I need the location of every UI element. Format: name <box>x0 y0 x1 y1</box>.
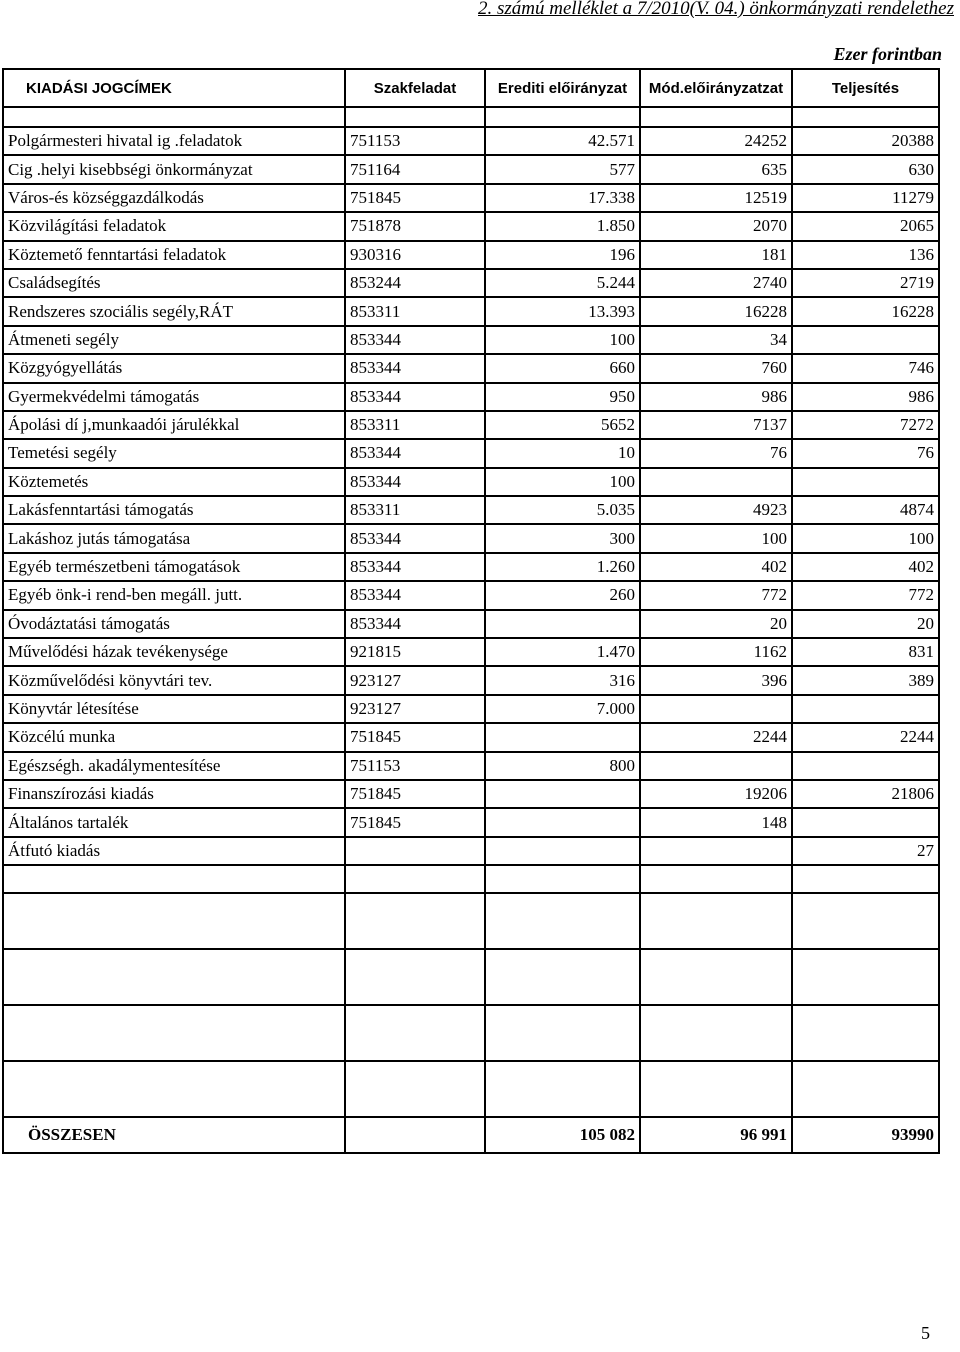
empty-row <box>3 1005 939 1061</box>
row-teljesites: 21806 <box>792 780 939 808</box>
table-row <box>3 581 939 609</box>
row-eredeti: 10 <box>485 439 640 467</box>
row-eredeti <box>485 808 640 836</box>
row-teljesites: 986 <box>792 383 939 411</box>
row-jogcim: Köztemetés <box>3 468 345 496</box>
table-row <box>3 524 939 552</box>
row-eredeti <box>485 780 640 808</box>
row-eredeti: 196 <box>485 241 640 269</box>
table-row <box>3 184 939 212</box>
row-teljesites <box>792 468 939 496</box>
row-teljesites <box>792 808 939 836</box>
row-szakfeladat: 853344 <box>345 439 485 467</box>
table-row <box>3 383 939 411</box>
row-teljesites: 16228 <box>792 297 939 325</box>
row-modositott: 12519 <box>640 184 792 212</box>
row-szakfeladat: 853344 <box>345 468 485 496</box>
col-header-teljesites: Teljesítés <box>792 69 939 107</box>
table-row <box>3 468 939 496</box>
row-teljesites: 20388 <box>792 127 939 155</box>
row-szakfeladat: 751164 <box>345 155 485 183</box>
row-eredeti <box>485 723 640 751</box>
row-eredeti: 5652 <box>485 411 640 439</box>
row-eredeti: 5.035 <box>485 496 640 524</box>
row-szakfeladat: 853344 <box>345 581 485 609</box>
row-jogcim: Családsegítés <box>3 269 345 297</box>
table-row <box>3 610 939 638</box>
row-szakfeladat: 853344 <box>345 354 485 382</box>
table-row <box>3 808 939 836</box>
row-modositott: 772 <box>640 581 792 609</box>
row-jogcim: Város-és községgazdálkodás <box>3 184 345 212</box>
spacer-row <box>3 107 939 127</box>
row-eredeti: 100 <box>485 468 640 496</box>
row-jogcim: Gyermekvédelmi támogatás <box>3 383 345 411</box>
total-eredeti: 105 082 <box>485 1117 640 1153</box>
unit-label: Ezer forintban <box>833 44 942 64</box>
row-jogcim: Közgyógyellátás <box>3 354 345 382</box>
row-modositott: 402 <box>640 553 792 581</box>
row-jogcim: Közművelődési könyvtári tev. <box>3 666 345 694</box>
row-jogcim: Rendszeres szociális segély,RÁT <box>3 297 345 325</box>
row-eredeti: 577 <box>485 155 640 183</box>
row-modositott: 181 <box>640 241 792 269</box>
row-eredeti: 950 <box>485 383 640 411</box>
table-row <box>3 638 939 666</box>
row-modositott: 396 <box>640 666 792 694</box>
row-eredeti: 1.850 <box>485 212 640 240</box>
col-header-eredeti: Erediti előirányzat <box>485 69 640 107</box>
row-eredeti: 5.244 <box>485 269 640 297</box>
row-teljesites: 831 <box>792 638 939 666</box>
col-header-szakfeladat: Szakfeladat <box>345 69 485 107</box>
row-eredeti: 1.470 <box>485 638 640 666</box>
row-jogcim: Könyvtár létesítése <box>3 695 345 723</box>
row-szakfeladat: 853344 <box>345 610 485 638</box>
row-eredeti: 17.338 <box>485 184 640 212</box>
row-eredeti: 316 <box>485 666 640 694</box>
row-teljesites <box>792 695 939 723</box>
row-modositott: 19206 <box>640 780 792 808</box>
row-teljesites: 630 <box>792 155 939 183</box>
row-szakfeladat: 853344 <box>345 553 485 581</box>
table-row <box>3 326 939 354</box>
empty-row <box>3 865 939 893</box>
row-teljesites: 27 <box>792 837 939 865</box>
row-szakfeladat: 751845 <box>345 780 485 808</box>
row-jogcim: Egyéb természetbeni támogatások <box>3 553 345 581</box>
row-jogcim: Általános tartalék <box>3 808 345 836</box>
document-title: 2. számú melléklet a 7/2010(V. 04.) önkormányzati rendelethez <box>478 0 954 19</box>
row-modositott: 20 <box>640 610 792 638</box>
row-eredeti: 100 <box>485 326 640 354</box>
row-modositott: 148 <box>640 808 792 836</box>
row-modositott: 4923 <box>640 496 792 524</box>
row-modositott: 635 <box>640 155 792 183</box>
row-jogcim: Cig .helyi kisebbségi önkormányzat <box>3 155 345 183</box>
table-row <box>3 439 939 467</box>
row-jogcim: Lakásfenntartási támogatás <box>3 496 345 524</box>
row-szakfeladat: 930316 <box>345 241 485 269</box>
table-row <box>3 837 939 865</box>
table-row <box>3 241 939 269</box>
row-eredeti: 42.571 <box>485 127 640 155</box>
row-szakfeladat: 853311 <box>345 411 485 439</box>
row-jogcim: Finanszírozási kiadás <box>3 780 345 808</box>
row-modositott <box>640 752 792 780</box>
row-szakfeladat: 853311 <box>345 496 485 524</box>
table-row <box>3 297 939 325</box>
row-eredeti: 800 <box>485 752 640 780</box>
row-szakfeladat: 853244 <box>345 269 485 297</box>
row-modositott: 2244 <box>640 723 792 751</box>
row-modositott: 7137 <box>640 411 792 439</box>
row-teljesites: 402 <box>792 553 939 581</box>
row-eredeti: 260 <box>485 581 640 609</box>
row-teljesites: 389 <box>792 666 939 694</box>
row-teljesites: 2719 <box>792 269 939 297</box>
table-row <box>3 553 939 581</box>
table-row <box>3 723 939 751</box>
row-eredeti: 13.393 <box>485 297 640 325</box>
row-jogcim: Ápolási dí j,munkaadói járulékkal <box>3 411 345 439</box>
row-szakfeladat: 923127 <box>345 666 485 694</box>
row-modositott <box>640 837 792 865</box>
row-szakfeladat: 921815 <box>345 638 485 666</box>
total-modositott: 96 991 <box>640 1117 792 1153</box>
row-szakfeladat: 751845 <box>345 723 485 751</box>
col-header-jogcim: KIADÁSI JOGCÍMEK <box>3 69 345 107</box>
table-row <box>3 780 939 808</box>
row-teljesites: 20 <box>792 610 939 638</box>
table-row <box>3 269 939 297</box>
row-szakfeladat: 853344 <box>345 383 485 411</box>
row-szakfeladat: 853344 <box>345 524 485 552</box>
row-modositott <box>640 468 792 496</box>
row-jogcim: Köztemető fenntartási feladatok <box>3 241 345 269</box>
row-teljesites: 136 <box>792 241 939 269</box>
row-modositott: 760 <box>640 354 792 382</box>
row-eredeti: 1.260 <box>485 553 640 581</box>
table-row <box>3 752 939 780</box>
row-modositott: 986 <box>640 383 792 411</box>
table-row <box>3 411 939 439</box>
row-teljesites: 100 <box>792 524 939 552</box>
empty-row <box>3 1061 939 1117</box>
table-row <box>3 354 939 382</box>
row-jogcim: Átfutó kiadás <box>3 837 345 865</box>
row-eredeti <box>485 610 640 638</box>
row-jogcim: Egészségh. akadálymentesítése <box>3 752 345 780</box>
row-eredeti: 7.000 <box>485 695 640 723</box>
total-label: ÖSSZESEN <box>3 1117 345 1153</box>
header-row <box>3 69 939 107</box>
row-szakfeladat: 853344 <box>345 326 485 354</box>
row-jogcim: Egyéb önk-i rend-ben megáll. jutt. <box>3 581 345 609</box>
row-szakfeladat <box>345 837 485 865</box>
row-jogcim: Temetési segély <box>3 439 345 467</box>
table-row <box>3 127 939 155</box>
row-teljesites: 772 <box>792 581 939 609</box>
row-teljesites: 76 <box>792 439 939 467</box>
row-modositott: 1162 <box>640 638 792 666</box>
row-jogcim: Közvilágítási feladatok <box>3 212 345 240</box>
page-number: 5 <box>921 1323 930 1343</box>
row-teljesites <box>792 752 939 780</box>
row-szakfeladat: 923127 <box>345 695 485 723</box>
row-jogcim: Közcélú munka <box>3 723 345 751</box>
row-modositott: 24252 <box>640 127 792 155</box>
row-szakfeladat: 853311 <box>345 297 485 325</box>
row-szakfeladat: 751845 <box>345 184 485 212</box>
col-header-modositott: Mód.előirányzatzat <box>640 69 792 107</box>
row-jogcim: Polgármesteri hivatal ig .feladatok <box>3 127 345 155</box>
row-eredeti <box>485 837 640 865</box>
row-modositott: 34 <box>640 326 792 354</box>
table-row <box>3 496 939 524</box>
row-modositott: 2740 <box>640 269 792 297</box>
row-modositott <box>640 695 792 723</box>
row-modositott: 76 <box>640 439 792 467</box>
row-eredeti: 660 <box>485 354 640 382</box>
row-szakfeladat: 751878 <box>345 212 485 240</box>
row-teljesites: 4874 <box>792 496 939 524</box>
row-jogcim: Lakáshoz jutás támogatása <box>3 524 345 552</box>
row-szakfeladat: 751845 <box>345 808 485 836</box>
row-szakfeladat: 751153 <box>345 752 485 780</box>
table-row <box>3 212 939 240</box>
row-teljesites: 746 <box>792 354 939 382</box>
table-row <box>3 695 939 723</box>
table-row <box>3 155 939 183</box>
row-teljesites: 7272 <box>792 411 939 439</box>
row-teljesites: 11279 <box>792 184 939 212</box>
empty-row <box>3 949 939 1005</box>
expenditure-table <box>2 68 940 1154</box>
row-eredeti: 300 <box>485 524 640 552</box>
table-row <box>3 666 939 694</box>
row-modositott: 100 <box>640 524 792 552</box>
total-row <box>3 1117 939 1153</box>
row-modositott: 16228 <box>640 297 792 325</box>
row-jogcim: Művelődési házak tevékenysége <box>3 638 345 666</box>
total-teljesites: 93990 <box>792 1117 939 1153</box>
row-teljesites: 2065 <box>792 212 939 240</box>
row-modositott: 2070 <box>640 212 792 240</box>
row-szakfeladat: 751153 <box>345 127 485 155</box>
empty-row <box>3 893 939 949</box>
row-teljesites <box>792 326 939 354</box>
row-teljesites: 2244 <box>792 723 939 751</box>
row-jogcim: Óvodáztatási támogatás <box>3 610 345 638</box>
row-jogcim: Átmeneti segély <box>3 326 345 354</box>
